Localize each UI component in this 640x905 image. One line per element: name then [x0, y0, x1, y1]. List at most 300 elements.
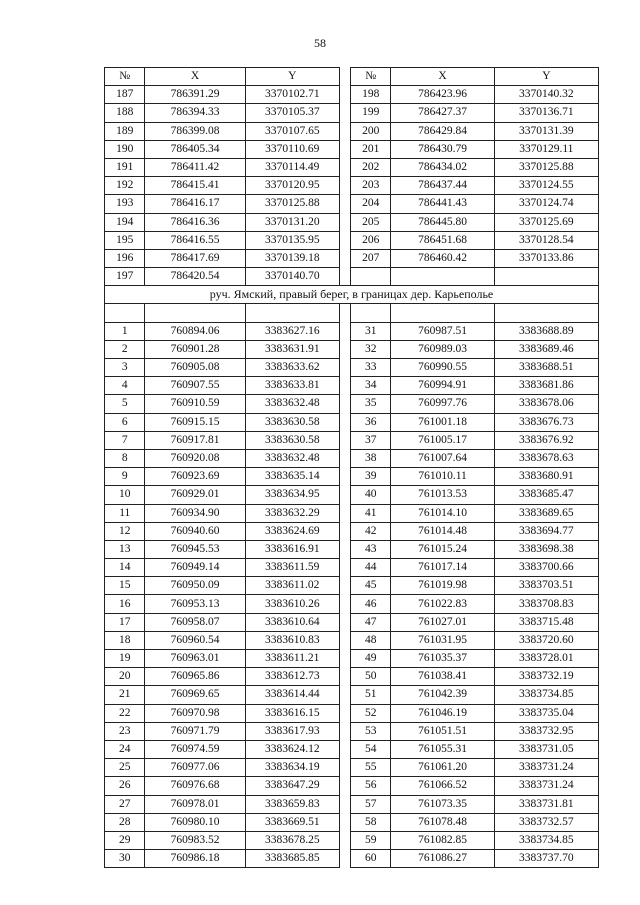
- table-row: [105, 322, 599, 340]
- y-coordinate-right: 3383698.38: [494, 540, 598, 558]
- table-row: [105, 650, 599, 668]
- y-coordinate-left: 3383634.95: [245, 486, 339, 504]
- point-number-left: 10: [105, 486, 145, 504]
- y-coordinate-right: 3383689.65: [494, 504, 598, 522]
- table-row: [105, 268, 599, 286]
- x-coordinate-left: 786415.41: [145, 177, 245, 195]
- column-gap: [339, 631, 350, 649]
- y-coordinate-left: 3383678.25: [245, 831, 339, 849]
- point-number-left: 29: [105, 831, 145, 849]
- x-coordinate-right: 786441.43: [391, 195, 494, 213]
- y-coordinate-left: 3370114.49: [245, 158, 339, 176]
- column-gap: [339, 158, 350, 176]
- x-coordinate-right: 761013.53: [391, 486, 494, 504]
- y-coordinate-left: 3383616.91: [245, 540, 339, 558]
- column-gap: [339, 68, 350, 86]
- point-number-left: 24: [105, 740, 145, 758]
- column-gap: [339, 86, 350, 104]
- point-number-right: 44: [350, 559, 390, 577]
- y-coordinate-right: 3383678.06: [494, 395, 598, 413]
- table-row: [105, 559, 599, 577]
- y-coordinate-right: 3383715.48: [494, 613, 598, 631]
- point-number-right: 46: [350, 595, 390, 613]
- x-coordinate-left: 760950.09: [145, 577, 245, 595]
- table-row: [105, 249, 599, 267]
- x-coordinate-left: 786394.33: [145, 104, 245, 122]
- column-gap: [339, 468, 350, 486]
- y-coordinate-left: 3383611.21: [245, 650, 339, 668]
- y-coordinate-left: 3383624.69: [245, 522, 339, 540]
- x-coordinate-left: 786416.36: [145, 213, 245, 231]
- header-x-right: X: [391, 68, 494, 86]
- x-coordinate-left: 760934.90: [145, 504, 245, 522]
- x-coordinate-right: 786427.37: [391, 104, 494, 122]
- point-number-right: 207: [350, 249, 390, 267]
- y-coordinate-left: 3370107.65: [245, 122, 339, 140]
- y-coordinate-left: 3383612.73: [245, 668, 339, 686]
- y-coordinate-left: 3370139.18: [245, 249, 339, 267]
- column-gap: [339, 231, 350, 249]
- x-coordinate-right: 761042.39: [391, 686, 494, 704]
- section2-heading: [105, 286, 599, 322]
- x-coordinate-left: 760929.01: [145, 486, 245, 504]
- header-num-right: №: [350, 68, 390, 86]
- column-gap: [339, 377, 350, 395]
- x-coordinate-left: 760905.08: [145, 359, 245, 377]
- point-number-right: 42: [350, 522, 390, 540]
- y-coordinate-right: 3370131.39: [494, 122, 598, 140]
- table-row: [105, 377, 599, 395]
- column-gap: [339, 431, 350, 449]
- column-gap: [339, 522, 350, 540]
- point-number-left: 12: [105, 522, 145, 540]
- table-row: [105, 195, 599, 213]
- x-coordinate-right: 760997.76: [391, 395, 494, 413]
- table-row: [105, 104, 599, 122]
- x-coordinate-right: 761005.17: [391, 431, 494, 449]
- y-coordinate-left: 3383624.12: [245, 740, 339, 758]
- x-coordinate-right: 761022.83: [391, 595, 494, 613]
- x-coordinate-right: 760989.03: [391, 340, 494, 358]
- point-number-right: 52: [350, 704, 390, 722]
- column-gap: [339, 686, 350, 704]
- y-coordinate-right: 3383731.05: [494, 740, 598, 758]
- column-gap: [339, 595, 350, 613]
- point-number-left: 16: [105, 595, 145, 613]
- x-coordinate-right: 761078.48: [391, 813, 494, 831]
- point-number-right: 51: [350, 686, 390, 704]
- point-number-left: 195: [105, 231, 145, 249]
- y-coordinate-left: 3370135.95: [245, 231, 339, 249]
- point-number-right: 199: [350, 104, 390, 122]
- x-coordinate-right: 761014.48: [391, 522, 494, 540]
- y-coordinate-right: 3383678.63: [494, 449, 598, 467]
- point-number-right: 39: [350, 468, 390, 486]
- x-coordinate-left: 786411.42: [145, 158, 245, 176]
- x-coordinate-left: 786416.55: [145, 231, 245, 249]
- y-coordinate-left: 3370110.69: [245, 140, 339, 158]
- y-coordinate-right: 3383685.47: [494, 486, 598, 504]
- y-coordinate-left: 3383631.91: [245, 340, 339, 358]
- x-coordinate-right: 761015.24: [391, 540, 494, 558]
- point-number-right: 32: [350, 340, 390, 358]
- point-number-left: 17: [105, 613, 145, 631]
- table-row: [105, 740, 599, 758]
- point-number-left: 5: [105, 395, 145, 413]
- point-number-left: 19: [105, 650, 145, 668]
- x-coordinate-right: 761082.85: [391, 831, 494, 849]
- x-coordinate-right: 786451.68: [391, 231, 494, 249]
- column-gap: [339, 359, 350, 377]
- table-row: [105, 577, 599, 595]
- y-coordinate-left: 3383630.58: [245, 431, 339, 449]
- table-row: [105, 395, 599, 413]
- point-number-left: 191: [105, 158, 145, 176]
- table-row: [105, 359, 599, 377]
- x-coordinate-right: 761019.98: [391, 577, 494, 595]
- y-coordinate-left: 3383630.58: [245, 413, 339, 431]
- x-coordinate-right: 760990.55: [391, 359, 494, 377]
- column-gap: [339, 813, 350, 831]
- x-coordinate-left: 760923.69: [145, 468, 245, 486]
- x-coordinate-right: 761014.10: [391, 504, 494, 522]
- y-coordinate-left: 3383633.81: [245, 377, 339, 395]
- y-coordinate-right: 3370124.74: [494, 195, 598, 213]
- table-row: [105, 850, 599, 868]
- column-gap: [339, 177, 350, 195]
- x-coordinate-left: 786405.34: [145, 140, 245, 158]
- point-number-right: 201: [350, 140, 390, 158]
- point-number-left: 30: [105, 850, 145, 868]
- point-number-left: 9: [105, 468, 145, 486]
- y-coordinate-left: 3383611.02: [245, 577, 339, 595]
- table-row: [105, 213, 599, 231]
- y-coordinate-right: 3383676.92: [494, 431, 598, 449]
- y-coordinate-left: 3383614.44: [245, 686, 339, 704]
- table-row: [105, 486, 599, 504]
- point-number-right: 202: [350, 158, 390, 176]
- x-coordinate-left: 760894.06: [145, 322, 245, 340]
- table-row: [105, 759, 599, 777]
- point-number-left: 197: [105, 268, 145, 286]
- x-coordinate-left: 760940.60: [145, 522, 245, 540]
- point-number-right: 54: [350, 740, 390, 758]
- x-coordinate-left: 786391.29: [145, 86, 245, 104]
- x-coordinate-left: 786420.54: [145, 268, 245, 286]
- point-number-left: 11: [105, 504, 145, 522]
- column-gap: [339, 559, 350, 577]
- x-coordinate-right: 761038.41: [391, 668, 494, 686]
- point-number-left: 2: [105, 340, 145, 358]
- point-number-right: 49: [350, 650, 390, 668]
- x-coordinate-right: 761027.01: [391, 613, 494, 631]
- x-coordinate-right: 760987.51: [391, 322, 494, 340]
- point-number-left: 196: [105, 249, 145, 267]
- x-coordinate-right: 786437.44: [391, 177, 494, 195]
- column-gap: [339, 777, 350, 795]
- x-coordinate-right: 786430.79: [391, 140, 494, 158]
- y-coordinate-left: 3383610.83: [245, 631, 339, 649]
- point-number-right: 56: [350, 777, 390, 795]
- column-gap: [339, 213, 350, 231]
- x-coordinate-right: 761007.64: [391, 449, 494, 467]
- table-row: [105, 722, 599, 740]
- point-number-right: 55: [350, 759, 390, 777]
- table-row: [105, 686, 599, 704]
- column-gap: [339, 650, 350, 668]
- y-coordinate-left: 3370125.88: [245, 195, 339, 213]
- y-coordinate-left: 3383610.26: [245, 595, 339, 613]
- point-number-left: 21: [105, 686, 145, 704]
- x-coordinate-left: 760963.01: [145, 650, 245, 668]
- y-coordinate-right: 3383732.57: [494, 813, 598, 831]
- y-coordinate-right: 3383688.51: [494, 359, 598, 377]
- table-row: [105, 504, 599, 522]
- x-coordinate-left: 760986.18: [145, 850, 245, 868]
- y-coordinate-right: 3383688.89: [494, 322, 598, 340]
- x-coordinate-left: 760983.52: [145, 831, 245, 849]
- table-row: [105, 613, 599, 631]
- x-coordinate-right: 761031.95: [391, 631, 494, 649]
- header-x-left: X: [145, 68, 245, 86]
- x-coordinate-left: 760920.08: [145, 449, 245, 467]
- x-coordinate-right: 761061.20: [391, 759, 494, 777]
- x-coordinate-right: 786434.02: [391, 158, 494, 176]
- y-coordinate-right: 3383734.85: [494, 686, 598, 704]
- point-number-right: 198: [350, 86, 390, 104]
- y-coordinate-right: 3370125.69: [494, 213, 598, 231]
- y-coordinate-left: 3383633.62: [245, 359, 339, 377]
- y-coordinate-right: 3370124.55: [494, 177, 598, 195]
- table-row: [105, 522, 599, 540]
- table-row: [105, 595, 599, 613]
- header-row: [105, 68, 599, 86]
- point-number-right: 50: [350, 668, 390, 686]
- x-coordinate-left: 786417.69: [145, 249, 245, 267]
- point-number-right: 40: [350, 486, 390, 504]
- table-row: [105, 122, 599, 140]
- header-y-left: Y: [245, 68, 339, 86]
- x-coordinate-right: 786460.42: [391, 249, 494, 267]
- y-coordinate-right: 3383737.70: [494, 850, 598, 868]
- column-gap: [339, 268, 350, 286]
- column-gap: [339, 195, 350, 213]
- point-number-left: 7: [105, 431, 145, 449]
- point-number-left: 23: [105, 722, 145, 740]
- table-row: [105, 431, 599, 449]
- y-coordinate-left: 3383610.64: [245, 613, 339, 631]
- coordinates-table: [104, 67, 599, 868]
- point-number-left: 187: [105, 86, 145, 104]
- point-number-left: 3: [105, 359, 145, 377]
- table-row: [105, 813, 599, 831]
- point-number-right: 34: [350, 377, 390, 395]
- point-number-right: 58: [350, 813, 390, 831]
- y-coordinate-left: 3383611.59: [245, 559, 339, 577]
- point-number-right: 204: [350, 195, 390, 213]
- column-gap: [339, 504, 350, 522]
- table-row: [105, 449, 599, 467]
- x-coordinate-right: 786423.96: [391, 86, 494, 104]
- point-number-right: 37: [350, 431, 390, 449]
- y-coordinate-left: 3383627.16: [245, 322, 339, 340]
- y-coordinate-left: 3370140.70: [245, 268, 339, 286]
- point-number-right: 57: [350, 795, 390, 813]
- x-coordinate-left: 760970.98: [145, 704, 245, 722]
- y-coordinate-right: 3370125.88: [494, 158, 598, 176]
- point-number-left: 188: [105, 104, 145, 122]
- column-gap: [339, 449, 350, 467]
- y-coordinate-right: 3383732.95: [494, 722, 598, 740]
- page-number: 58: [314, 36, 326, 50]
- x-coordinate-left: 760901.28: [145, 340, 245, 358]
- point-number-right: 47: [350, 613, 390, 631]
- y-coordinate-right: 3383708.83: [494, 595, 598, 613]
- x-coordinate-right: 761055.31: [391, 740, 494, 758]
- point-number-right: 200: [350, 122, 390, 140]
- x-coordinate-left: 760949.14: [145, 559, 245, 577]
- point-number-right: 41: [350, 504, 390, 522]
- x-coordinate-right: 761010.11: [391, 468, 494, 486]
- x-coordinate-right: 786445.80: [391, 213, 494, 231]
- x-coordinate-left: 760915.15: [145, 413, 245, 431]
- y-coordinate-right: 3370140.32: [494, 86, 598, 104]
- point-number-right: 53: [350, 722, 390, 740]
- column-gap: [339, 668, 350, 686]
- y-coordinate-left: 3383632.48: [245, 449, 339, 467]
- section-title: руч. Ямский, правый берег, в границах дер. Карьеполье: [105, 286, 599, 304]
- column-gap: [339, 413, 350, 431]
- y-coordinate-left: 3383669.51: [245, 813, 339, 831]
- x-coordinate-left: 786416.17: [145, 195, 245, 213]
- y-coordinate-left: 3383632.48: [245, 395, 339, 413]
- table-row: [105, 86, 599, 104]
- point-number-left: 4: [105, 377, 145, 395]
- x-coordinate-left: 760965.86: [145, 668, 245, 686]
- y-coordinate-right: 3383732.19: [494, 668, 598, 686]
- table-row: [105, 831, 599, 849]
- y-coordinate-left: 3383634.19: [245, 759, 339, 777]
- y-coordinate-right: 3383731.24: [494, 777, 598, 795]
- column-gap: [339, 340, 350, 358]
- point-number-right: 45: [350, 577, 390, 595]
- point-number-left: 189: [105, 122, 145, 140]
- header-num-left: №: [105, 68, 145, 86]
- column-gap: [339, 322, 350, 340]
- y-coordinate-right: 3370128.54: [494, 231, 598, 249]
- point-number-right: 48: [350, 631, 390, 649]
- y-coordinate-left: 3383635.14: [245, 468, 339, 486]
- point-number-left: 26: [105, 777, 145, 795]
- y-coordinate-left: 3370102.71: [245, 86, 339, 104]
- y-coordinate-left: 3383616.15: [245, 704, 339, 722]
- x-coordinate-right: 761001.18: [391, 413, 494, 431]
- point-number-right: 38: [350, 449, 390, 467]
- point-number-right: 205: [350, 213, 390, 231]
- x-coordinate-left: 760971.79: [145, 722, 245, 740]
- y-coordinate-right: 3383731.24: [494, 759, 598, 777]
- x-coordinate-left: 760974.59: [145, 740, 245, 758]
- table-row: [105, 413, 599, 431]
- column-gap: [339, 740, 350, 758]
- y-coordinate-left: 3383617.93: [245, 722, 339, 740]
- point-number-right: 203: [350, 177, 390, 195]
- column-gap: [339, 831, 350, 849]
- column-gap: [339, 613, 350, 631]
- column-gap: [339, 540, 350, 558]
- y-coordinate-right: 3383735.04: [494, 704, 598, 722]
- point-number-right: [350, 268, 390, 286]
- column-gap: [339, 759, 350, 777]
- x-coordinate-left: 760945.53: [145, 540, 245, 558]
- point-number-left: 1: [105, 322, 145, 340]
- column-gap: [339, 577, 350, 595]
- y-coordinate-right: 3383680.91: [494, 468, 598, 486]
- column-gap: [339, 486, 350, 504]
- table-row: [105, 540, 599, 558]
- x-coordinate-right: 761017.14: [391, 559, 494, 577]
- table-row: [105, 631, 599, 649]
- y-coordinate-right: 3383694.77: [494, 522, 598, 540]
- x-coordinate-right: 761066.52: [391, 777, 494, 795]
- x-coordinate-left: 760978.01: [145, 795, 245, 813]
- x-coordinate-right: [391, 268, 494, 286]
- x-coordinate-right: 761051.51: [391, 722, 494, 740]
- y-coordinate-left: 3370105.37: [245, 104, 339, 122]
- point-number-left: 192: [105, 177, 145, 195]
- point-number-right: 36: [350, 413, 390, 431]
- x-coordinate-left: 760953.13: [145, 595, 245, 613]
- table-row: [105, 231, 599, 249]
- point-number-right: 60: [350, 850, 390, 868]
- point-number-left: 15: [105, 577, 145, 595]
- section2-body: [105, 322, 599, 868]
- column-gap: [339, 722, 350, 740]
- column-gap: [339, 122, 350, 140]
- y-coordinate-right: 3383734.85: [494, 831, 598, 849]
- point-number-left: 25: [105, 759, 145, 777]
- point-number-left: 14: [105, 559, 145, 577]
- x-coordinate-left: 760980.10: [145, 813, 245, 831]
- table-row: [105, 177, 599, 195]
- table-row: [105, 668, 599, 686]
- header-y-right: Y: [494, 68, 598, 86]
- table-row: [105, 140, 599, 158]
- x-coordinate-left: 760976.68: [145, 777, 245, 795]
- column-gap: [339, 140, 350, 158]
- point-number-left: 20: [105, 668, 145, 686]
- y-coordinate-right: 3383728.01: [494, 650, 598, 668]
- y-coordinate-right: 3383689.46: [494, 340, 598, 358]
- y-coordinate-right: [494, 268, 598, 286]
- y-coordinate-right: 3383700.66: [494, 559, 598, 577]
- x-coordinate-left: 760910.59: [145, 395, 245, 413]
- point-number-right: 31: [350, 322, 390, 340]
- x-coordinate-left: 760907.55: [145, 377, 245, 395]
- x-coordinate-left: 786399.08: [145, 122, 245, 140]
- y-coordinate-right: 3383703.51: [494, 577, 598, 595]
- point-number-right: 43: [350, 540, 390, 558]
- x-coordinate-right: 761073.35: [391, 795, 494, 813]
- column-gap: [339, 704, 350, 722]
- point-number-left: 22: [105, 704, 145, 722]
- point-number-left: 27: [105, 795, 145, 813]
- column-gap: [339, 249, 350, 267]
- y-coordinate-left: 3383647.29: [245, 777, 339, 795]
- column-gap: [339, 850, 350, 868]
- y-coordinate-right: 3383731.81: [494, 795, 598, 813]
- table-row: [105, 468, 599, 486]
